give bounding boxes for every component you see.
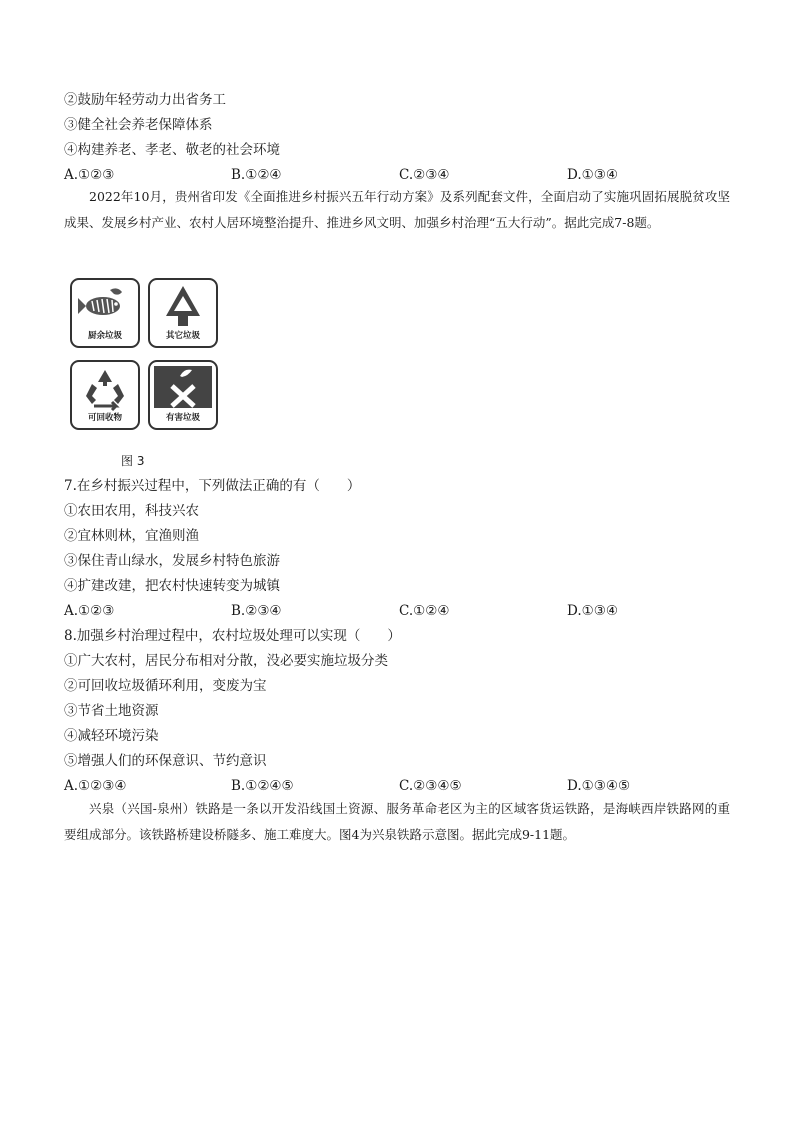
- option-line-2: ②鼓励年轻劳动力出省务工: [64, 92, 226, 108]
- choice-b: B.①②④: [231, 167, 282, 183]
- answer-choices-q6: [64, 166, 744, 184]
- bin-other-waste: [148, 278, 218, 348]
- choice-b: B.①②④⑤: [231, 778, 294, 794]
- bin-label: 有害垃圾: [165, 413, 200, 423]
- choice-b: B.②③④: [231, 603, 282, 619]
- passage-xingquan-railway: 兴泉（兴国-泉州）铁路是一条以开发沿线国土资源、服务革命老区为主的区域客货运铁路，是海峡西岸铁路网的重要组成部分。该铁路桥建设桥隧多、施工难度大。图4为兴泉铁路示意图。据此完成9-11题。: [64, 801, 730, 842]
- q8-item-4: ④减轻环境污染: [64, 728, 159, 744]
- choice-d: D.①③④⑤: [567, 778, 631, 794]
- option-line-3: ③健全社会养老保障体系: [64, 117, 213, 133]
- bin-hazardous: [148, 360, 218, 430]
- garbage-classification-figure: [70, 278, 224, 436]
- figure-caption: 图 3: [121, 454, 145, 468]
- answer-choices-q8: [64, 777, 744, 795]
- q7-item-3: ③保住青山绿水，发展乡村特色旅游: [64, 553, 280, 569]
- q8-item-2: ②可回收垃圾循环利用，变废为宝: [64, 678, 267, 694]
- q7-item-2: ②宜林则林，宜渔则渔: [64, 528, 199, 544]
- bin-label: 其它垃圾: [165, 331, 200, 341]
- question-8-stem: 8.加强乡村治理过程中，农村垃圾处理可以实现（ ）: [64, 628, 401, 644]
- q7-item-1: ①农田农用，科技兴农: [64, 503, 199, 519]
- question-7-stem: 7.在乡村振兴过程中，下列做法正确的有（ ）: [64, 478, 361, 494]
- bin-recyclable: [70, 360, 140, 430]
- choice-d: D.①③④: [567, 603, 618, 619]
- q7-item-4: ④扩建改建，把农村快速转变为城镇: [64, 578, 280, 594]
- q8-item-5: ⑤增强人们的环保意识、节约意识: [64, 753, 267, 769]
- bin-kitchen-waste: [70, 278, 140, 348]
- bin-label: 厨余垃圾: [87, 331, 122, 341]
- bin-label: 可回收物: [87, 413, 122, 423]
- choice-a: A.①②③④: [64, 778, 127, 794]
- q8-item-3: ③节省土地资源: [64, 703, 159, 719]
- choice-d: D.①③④: [567, 167, 618, 183]
- option-line-4: ④构建养老、孝老、敬老的社会环境: [64, 142, 280, 158]
- choice-c: C.①②④: [399, 603, 450, 619]
- answer-choices-q7: [64, 602, 744, 620]
- passage-rural-revitalization: 2022年10月，贵州省印发《全面推进乡村振兴五年行动方案》及系列配套文件，全面启动了实施巩固拓展脱贫攻坚成果、发展乡村产业、农村人居环境整治提升、推进乡风文明、加强乡村治理“五大行动”。据此完成7-8题。: [64, 189, 730, 230]
- choice-c: C.②③④⑤: [399, 778, 462, 794]
- choice-a: A.①②③: [64, 603, 115, 619]
- choice-c: C.②③④: [399, 167, 450, 183]
- choice-a: A.①②③: [64, 167, 115, 183]
- q8-item-1: ①广大农村，居民分布相对分散，没必要实施垃圾分类: [64, 653, 388, 669]
